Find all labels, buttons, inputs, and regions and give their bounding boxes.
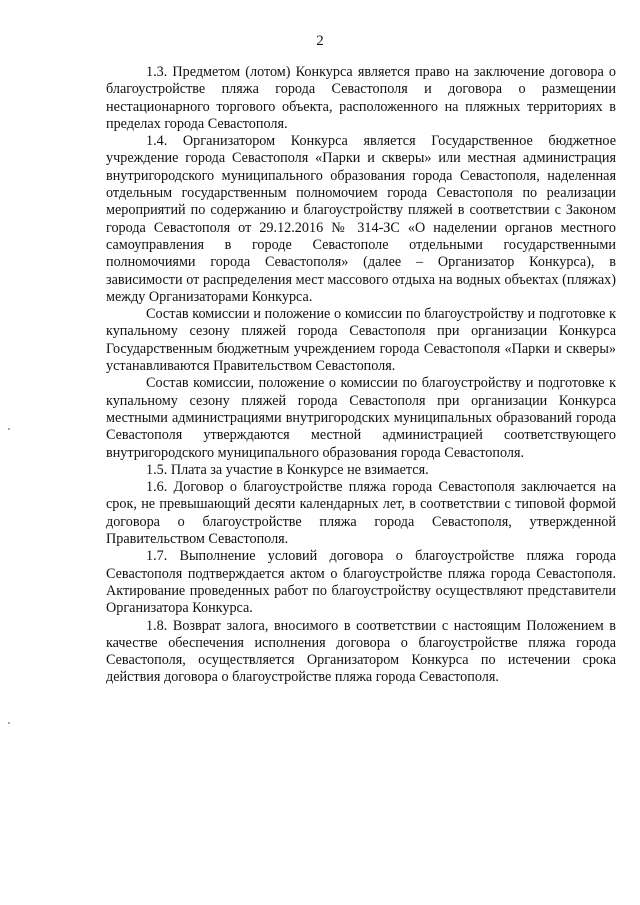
page-number: 2 (316, 33, 324, 49)
scan-speck (8, 428, 10, 430)
paragraph-1-8: 1.8. Возврат залога, вносимого в соответствии с настоящим Положением в качестве обеспечения исполнения договора о благоустройстве пляжа города Севастополя, осуществляется Организатором Конкурса по истечении срока действия договора о благоустройстве пляжа города Севастополя. (106, 617, 616, 686)
paragraph-1-6: 1.6. Договор о благоустройстве пляжа города Севастополя заключается на срок, не превышающий десяти календарных лет, в соответствии с типовой формой договора о благоустройстве пляжа города Севастополя, утвержденной Правительством Севастополя. (106, 479, 616, 548)
paragraph-1-5: 1.5. Плата за участие в Конкурсе не взимается. (146, 461, 429, 478)
document-body (106, 64, 616, 687)
paragraph-1-3: 1.3. Предметом (лотом) Конкурса является право на заключение договора о благоустройстве пляжа города Севастополя и договора о размещении нестационарного торгового объекта, расположенного на пляжных территориях в пределах города Севастополя. (106, 64, 616, 132)
scan-speck (8, 722, 10, 724)
paragraph-commission-parks: Состав комиссии и положение о комиссии по благоустройству и подготовке к купальному сезону пляжей города Севастополя при организации Конкурса Государственным бюджетным учреждением города Севастополя «Парки и скверы» устанавливаются Правительством Севастополя. (106, 306, 616, 375)
paragraph-1-7: 1.7. Выполнение условий договора о благоустройстве пляжа города Севастополя подтверждается актом о благоустройстве пляжа города Севастополя. Актирование проведенных работ по благоустройству осуществляют представители Организатора Конкурса. (106, 548, 616, 617)
paragraph-commission-local: Состав комиссии, положение о комиссии по благоустройству и подготовке к купальному сезону пляжей города Севастополя при организации Конкурса местными администрациями внутригородских муниципальных образований города Севастополя утверждаются местной администрацией соответствующего внутригородского муниципального образования города Севастополя. (106, 375, 616, 461)
paragraph-1-4: 1.4. Организатором Конкурса является Государственное бюджетное учреждение города Севастополя «Парки и скверы» или местная администрация внутригородского муниципального образования города Севастополя, наделенная отдельным государственным полномочием города Севастополя по реализации мероприятий по содержанию и благоустройству пляжей в соответствии с Законом города Севастополя от 29.12.2016 № 314-ЗС «О наделении органов местного самоуправления в городе Севастополе отдельными государственными полномочиями города Севастополя» (далее – Организатор Конкурса), в зависимости от распределения мест массового отдыха на водных объектах (пляжах) между Организаторами Конкурса. (106, 133, 616, 305)
